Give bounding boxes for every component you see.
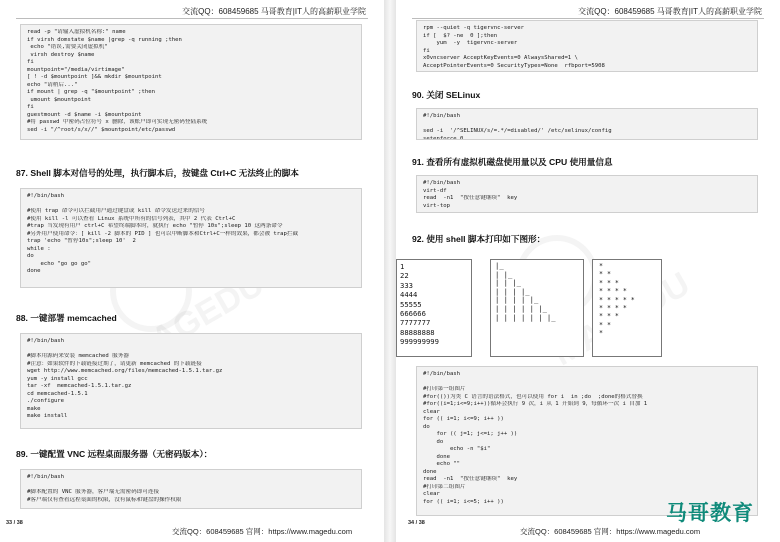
code-line: #!/bin/bash bbox=[423, 180, 461, 186]
code-line: echo "" bbox=[423, 461, 461, 467]
code-line: for (( i=1; i<=9; i++ )) bbox=[423, 416, 504, 422]
code-line: 1 bbox=[400, 262, 405, 271]
code-line: do bbox=[27, 253, 34, 259]
section-heading-89: 89. 一键配置 VNC 远程桌面服务器（无密码版本）： bbox=[16, 449, 213, 459]
code-line: fi bbox=[423, 47, 430, 54]
code-line: tar -xf memcached-1.5.1.tar.gz bbox=[27, 383, 132, 389]
page-number: 34 / 38 bbox=[408, 520, 425, 526]
figure-bar-staircase bbox=[490, 259, 584, 357]
code-line: fi bbox=[27, 104, 34, 110]
code-line: yum -y tigervnc-server bbox=[423, 40, 518, 46]
code-block-vm-password bbox=[20, 24, 362, 140]
code-line: clear bbox=[423, 408, 440, 415]
code-line: | | | | |_ bbox=[495, 296, 539, 305]
page-footer: 交流QQ：608459685 官网：https://www.magedu.com bbox=[172, 527, 353, 536]
code-line: #使用 kill -l 可以查看 Linux 系统中所有的信号列表，其中 2 代表 Ctrl+C bbox=[27, 215, 236, 222]
code-line: x0vncserver AcceptKeyEvents=0 AlwaysShared=1 \ bbox=[423, 55, 578, 61]
code-line: | | | | | | |_ bbox=[495, 313, 556, 322]
figure-star-diamond bbox=[592, 259, 662, 357]
brand-logo: 马哥教育 bbox=[666, 502, 754, 525]
code-line: | | | |_ bbox=[495, 287, 530, 296]
code-line: AcceptPointerEvents=0 SecurityTypes=None rfbport=5908 bbox=[423, 62, 605, 69]
code-line: make bbox=[27, 405, 41, 412]
page-number: 33 / 38 bbox=[6, 520, 23, 526]
code-line bbox=[423, 379, 751, 387]
code-line: #客户端仅有查看远程桌面的权限，没有鼠标和键盘的操作权限 bbox=[27, 496, 182, 503]
code-line: #打印第二组图片 bbox=[423, 483, 466, 490]
code-line: 999999999 bbox=[400, 337, 439, 347]
page-header: 交流QQ：608459685 马哥教育|IT人的高薪职业学院 bbox=[182, 7, 366, 16]
code-line: if mount | grep -q "$mountpoint" ;then bbox=[27, 89, 155, 95]
page-header: 交流QQ：608459685 马哥教育|IT人的高薪职业学院 bbox=[578, 7, 762, 16]
code-line: * * bbox=[599, 270, 611, 279]
code-line: #另外用户使用命令：[ kill -2 脚本的 PID ] 也可以中断脚本和Ctrl+C一样的效果，都会被 trap拦截 bbox=[27, 230, 299, 237]
book-gutter bbox=[384, 0, 396, 542]
code-line: * * * bbox=[599, 278, 619, 287]
page-footer: 交流QQ：608459685 官网：https://www.magedu.com bbox=[520, 527, 701, 536]
code-line: [ ! -d $mountpoint ]&& mkdir $mountpoint bbox=[27, 74, 162, 80]
code-line bbox=[423, 121, 751, 129]
code-line: make install bbox=[27, 413, 68, 419]
code-line: cd memcached-1.5.1 bbox=[27, 390, 88, 397]
code-line: do bbox=[423, 438, 444, 445]
code-line: sed -i '/^SELINUX/s/=.*/=disabled/' /etc/selinux/config bbox=[423, 128, 612, 134]
code-line: * * * * bbox=[599, 287, 627, 296]
code-line: * * * * * bbox=[599, 295, 635, 304]
code-line: rpm --quiet -q tigervnc-server bbox=[423, 25, 525, 31]
code-line: 88888888 bbox=[400, 327, 435, 337]
section-heading-90: 90. 关闭 SELinux bbox=[412, 90, 481, 100]
code-line bbox=[27, 482, 355, 490]
code-line: sed -i "/^root/s/x//" $mountpoint/etc/passwd bbox=[27, 126, 176, 133]
code-line: read -n1 "按任意键继续" key bbox=[423, 476, 518, 482]
code-line: #脚本配置的 VNC 服务器，客户端无需密码即可连接 bbox=[27, 489, 160, 495]
code-line: echo "请稍后..." bbox=[27, 81, 78, 88]
code-line: clear bbox=[423, 491, 440, 497]
section-heading-88: 88. 一键部署 memcached bbox=[16, 313, 117, 323]
figure-number-triangle bbox=[396, 259, 472, 357]
left-page bbox=[0, 0, 384, 542]
code-line: guestmount -d $name -i $mountpoint bbox=[27, 111, 142, 118]
code-line: ./configure bbox=[27, 398, 65, 404]
code-block-selinux bbox=[416, 108, 758, 140]
code-line: 7777777 bbox=[400, 318, 431, 328]
code-line: |_ bbox=[495, 262, 504, 270]
code-line: for (( j=1; j<=i; j++ )) bbox=[423, 431, 518, 437]
code-line: done bbox=[423, 453, 450, 460]
code-line: mountpoint="/media/virtimage" bbox=[27, 66, 125, 73]
code-line: #!/bin/bash bbox=[27, 338, 65, 344]
code-line: #打印第一组图片 bbox=[423, 386, 466, 392]
code-line: #!/bin/bash bbox=[423, 371, 461, 377]
code-line: #将 passwd 中密码占位符号 x 删除，该账户即可实现无密码登陆系统 bbox=[27, 119, 208, 125]
section-heading-92: 92. 使用 shell 脚本打印如下图形： bbox=[412, 234, 546, 244]
section-heading-91: 91. 查看所有虚拟机磁盘使用量以及 CPU 使用量信息 bbox=[412, 157, 613, 167]
code-block-virt-stats bbox=[416, 175, 758, 213]
code-line: read -p "请输入虚拟机名称:" name bbox=[27, 29, 126, 35]
code-line: #!/bin/bash bbox=[27, 193, 65, 199]
code-block-vnc bbox=[20, 469, 362, 509]
code-line: * * bbox=[599, 320, 611, 329]
code-line: * * * * bbox=[599, 304, 627, 313]
code-line: if [ $? -ne 0 ];then bbox=[423, 32, 498, 39]
code-line: #注意：如果软件的下载链接过期了，请更新 memcached 的下载链接 bbox=[27, 360, 202, 367]
code-line: | | | | | |_ bbox=[495, 304, 547, 313]
code-line: * bbox=[599, 329, 603, 338]
code-line: 55555 bbox=[400, 299, 422, 309]
code-block-trap-signal bbox=[20, 188, 362, 288]
code-line: yum -y install gcc bbox=[27, 375, 88, 382]
code-line: #脚本用源码来安装 memcached 服务器 bbox=[27, 353, 129, 359]
header-divider bbox=[412, 18, 764, 19]
code-line: #for((i=1;i<=9;i++))循环会执行 9 次，i 从 1 开始到 9，每循环一次 i 自加 1 bbox=[423, 401, 648, 407]
code-line: virt-top bbox=[423, 202, 450, 209]
code-line: for (( i=1; i<=5; i++ )) bbox=[423, 498, 504, 505]
code-block-memcached bbox=[20, 333, 362, 429]
code-line: echo "错误,需要关闭虚拟机" bbox=[27, 44, 108, 50]
code-line: echo -n "$i" bbox=[423, 446, 491, 452]
code-line: | |_ bbox=[495, 270, 513, 279]
code-line: virt-df bbox=[423, 187, 447, 194]
code-line: #使用 trap 命令可以拦截用户通过键盘或 kill 命令发送过来的信号 bbox=[27, 208, 206, 214]
code-line: if virsh domstate $name |grep -q running ;then bbox=[27, 36, 182, 43]
section-heading-87: 87. Shell 脚本对信号的处理，执行脚本后，按键盘 Ctrl+C 无法终止的脚本 bbox=[16, 168, 299, 178]
code-line: umount $mountpoint bbox=[27, 96, 91, 103]
code-line: echo "go go go" bbox=[27, 260, 91, 267]
code-line: 333 bbox=[400, 280, 413, 290]
code-line: done bbox=[423, 468, 437, 475]
code-line: | | |_ bbox=[495, 279, 521, 288]
code-line: trap 'echo "暂停10s";sleep 10' 2 bbox=[27, 238, 136, 244]
code-line: * bbox=[599, 262, 603, 270]
code-line: 666666 bbox=[400, 309, 426, 319]
code-block-print-shapes bbox=[416, 366, 758, 516]
code-line: 4444 bbox=[400, 290, 418, 300]
code-line: 22 bbox=[400, 271, 409, 281]
right-page bbox=[396, 0, 780, 542]
code-line: while : bbox=[27, 245, 51, 252]
code-line: #!/bin/bash bbox=[27, 474, 65, 480]
code-line: done bbox=[27, 268, 41, 274]
code-line bbox=[27, 346, 355, 354]
code-line: setenforce 0 bbox=[423, 135, 464, 140]
code-line: read -n1 "按任意键继续" key bbox=[423, 195, 518, 201]
code-line: #trap 当发现有用户 ctrl+C 希望终端脚本时，就执行 echo "暂停 10s";sleep 10 这两条命令 bbox=[27, 223, 283, 229]
code-line: fi bbox=[27, 59, 34, 65]
header-divider bbox=[16, 18, 368, 19]
code-line: virsh destroy $name bbox=[27, 51, 95, 58]
code-line: #for(())为类 C 语言的语法格式，也可以使用 for i in ;do ;done的格式替换 bbox=[423, 393, 643, 400]
code-line: * * * bbox=[599, 312, 619, 321]
code-line bbox=[27, 201, 355, 209]
code-line: #!/bin/bash bbox=[423, 113, 461, 119]
code-block-vnc-continued bbox=[416, 20, 758, 72]
code-line: wget http://www.memcached.org/files/memcached-1.5.1.tar.gz bbox=[27, 368, 223, 374]
code-line: do bbox=[423, 423, 430, 430]
